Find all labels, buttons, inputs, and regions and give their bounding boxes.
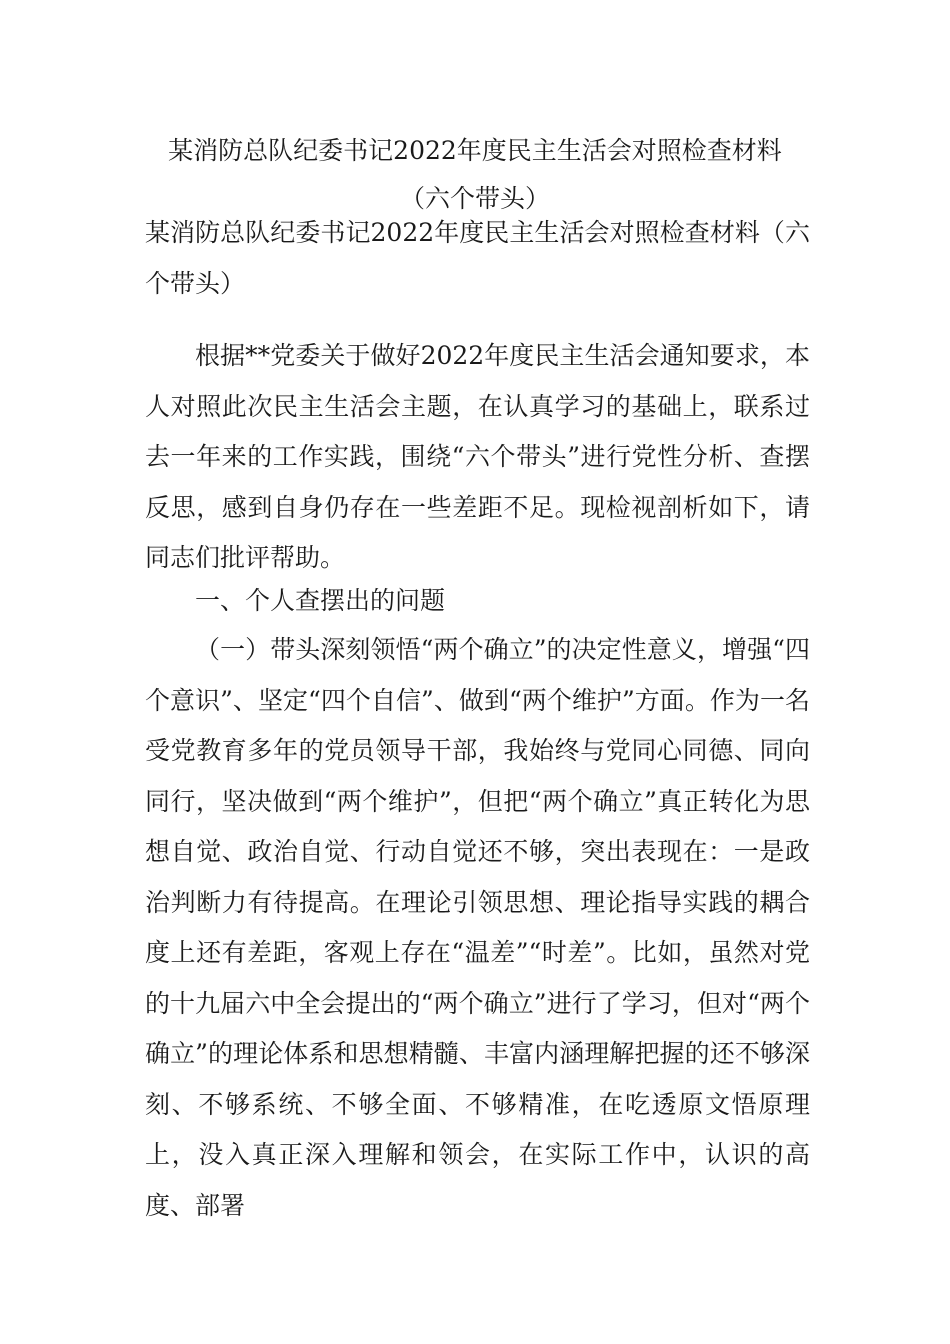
repeat-title: 某消防总队纪委书记2022年度民主生活会对照检查材料（六个带头） — [145, 218, 810, 298]
section-heading: 一、个人查摆出的问题 — [195, 586, 446, 615]
intro-paragraph: 根据**党委关于做好2022年度民主生活会通知要求，本人对照此次民主生活会主题，在认真学习的基础上，联系过去一年来的工作实践，围绕“六个带头”进行党性分析、查摆反思，感到自身仍存在一些差距不足。现检视剖析如下，请同志们批评帮助。 — [145, 341, 810, 572]
document-title: 某消防总队纪委书记2022年度民主生活会对照检查材料 — [168, 136, 782, 165]
section-paragraph: （一）带头深刻领悟“两个确立”的决定性意义，增强“四个意识”、坚定“四个自信”、做到“两个维护”方面。作为一名受党教育多年的党员领导干部，我始终与党同心同德、同向同行，坚决做到“两个维护”，但把“两个确立”真正转化为思想自觉、政治自觉、行动自觉还不够，突出表现在：一是政治判断力有待提高。在理论引领思想、理论指导实践的耦合度上还有差距，客观上存在“温差”“时差”。比如，虽然对党的十九届六中全会提出的“两个确立”进行了学习，但对“两个确立”的理论体系和思想精髓、丰富内涵理解把握的还不够深刻、不够系统、不够全面、不够精准，在吃透原文悟原理上，没入真正深入理解和领会，在实际工作中，认识的高度、部署 — [145, 635, 810, 1220]
document-subtitle: （六个带头） — [399, 184, 550, 213]
